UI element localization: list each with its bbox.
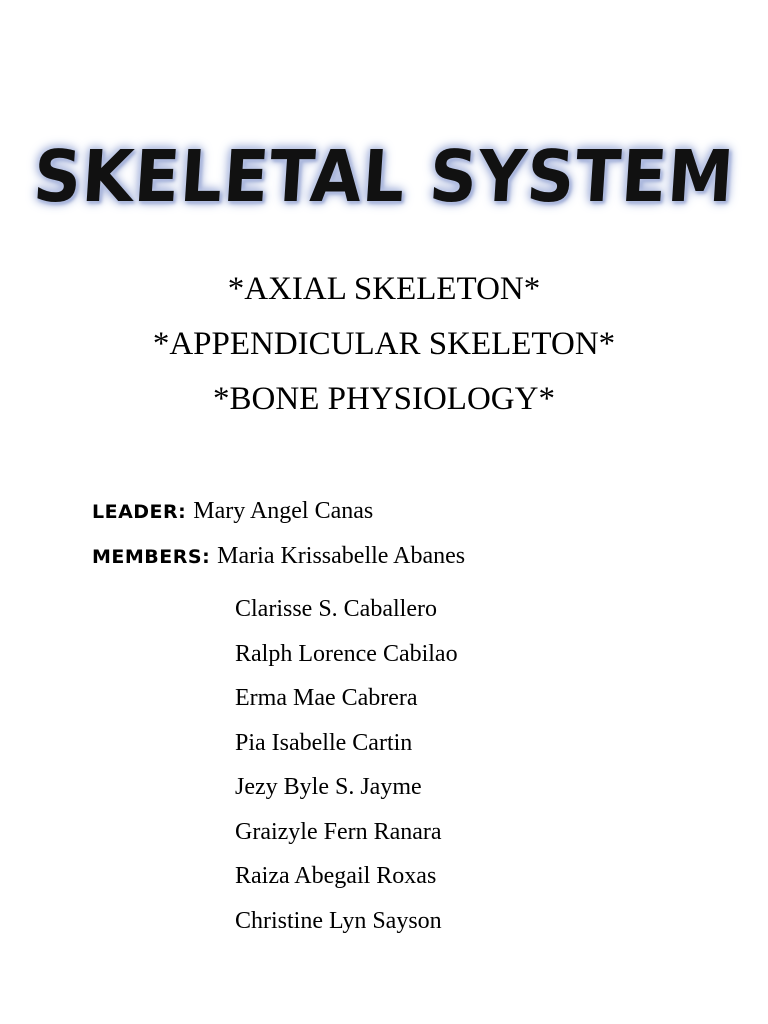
member-name: Ralph Lorence Cabilao [235, 640, 458, 667]
page-title: SKELETAL SYSTEM [31, 134, 737, 219]
member-name: Raiza Abegail Roxas [235, 863, 437, 889]
leader-name: Mary Angel Canas [193, 498, 374, 524]
leader-row [92, 498, 732, 543]
members-row [92, 543, 732, 588]
member-name: Erma Mae Cabrera [235, 685, 418, 711]
leader-label: LEADER: [92, 501, 187, 523]
member-name: Clarisse S. Caballero [235, 596, 437, 622]
members-label: MEMBERS: [92, 545, 211, 568]
topic-appendicular-skeleton: *APPENDICULAR SKELETON* [152, 326, 616, 362]
group-roster [92, 498, 732, 943]
member-name: Maria Krissabelle Abanes [217, 542, 466, 569]
member-name: Christine Lyn Sayson [235, 907, 442, 934]
member-name: Pia Isabelle Cartin [235, 729, 413, 756]
member-name: Graizyle Fern Ranara [235, 818, 442, 845]
topic-list [0, 262, 768, 427]
member-list [235, 587, 732, 943]
topic-bone-physiology: *BONE PHYSIOLOGY* [213, 381, 555, 417]
member-name: Jezy Byle S. Jayme [235, 774, 422, 800]
topic-axial-skeleton: *AXIAL SKELETON* [227, 271, 541, 307]
